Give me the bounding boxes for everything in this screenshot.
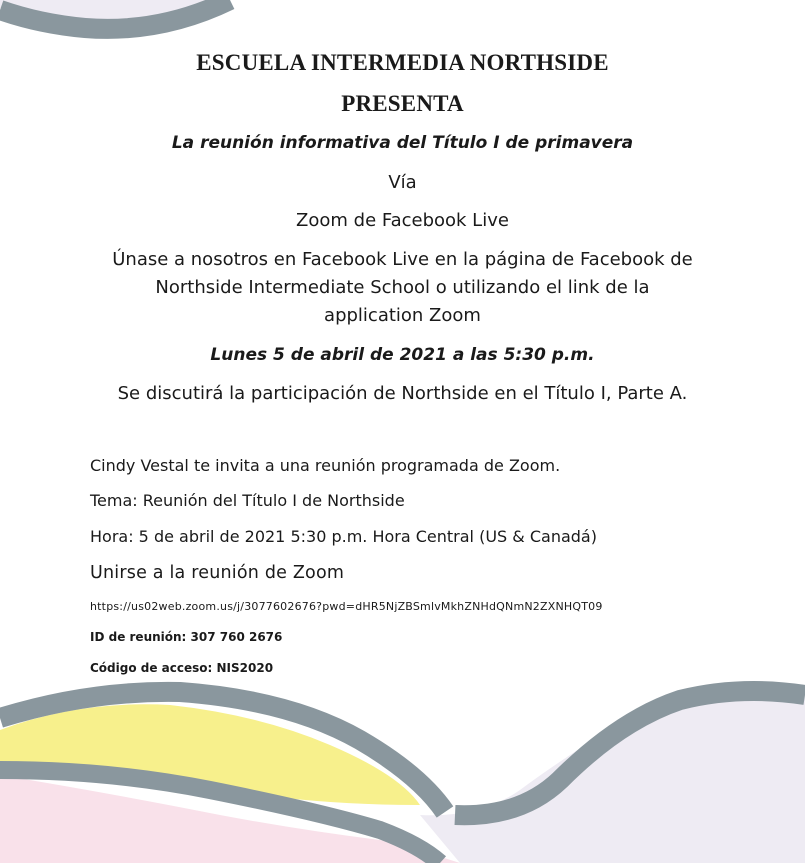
- zoom-meeting-link[interactable]: https://us02web.zoom.us/j/3077602676?pwd=dHR5NjZBSmlvMkhZNHdQNmN2ZXNHQT09: [90, 600, 603, 613]
- event-title: La reunión informativa del Título I de primavera: [171, 133, 634, 153]
- invite-inviter: Cindy Vestal te invita a una reunión programada de Zoom.: [90, 456, 561, 475]
- school-name: ESCUELA INTERMEDIA NORTHSIDE: [196, 50, 609, 75]
- via-label: Vía: [388, 172, 417, 193]
- meeting-id: ID de reunión: 307 760 2676: [90, 630, 283, 644]
- invite-topic: Tema: Reunión del Título I de Northside: [90, 491, 405, 510]
- platform-label: Zoom de Facebook Live: [296, 210, 509, 231]
- join-zoom-label: Unirse a la reunión de Zoom: [90, 563, 345, 583]
- meeting-passcode: Código de acceso: NIS2020: [90, 661, 274, 675]
- join-text-line-1: Únase a nosotros en Facebook Live en la página de Facebook de: [112, 249, 693, 270]
- join-text-line-3: application Zoom: [324, 305, 481, 326]
- invite-time: Hora: 5 de abril de 2021 5:30 p.m. Hora Central (US & Canadá): [90, 527, 597, 546]
- presents-heading: PRESENTA: [341, 91, 464, 116]
- bottom-lavender-wave: [420, 683, 805, 863]
- event-date-time: Lunes 5 de abril de 2021 a las 5:30 p.m.: [210, 345, 595, 365]
- discussion-text: Se discutirá la participación de Northside en el Título I, Parte A.: [117, 383, 688, 404]
- join-text-line-2: Northside Intermediate School o utilizando el link de la: [155, 277, 650, 298]
